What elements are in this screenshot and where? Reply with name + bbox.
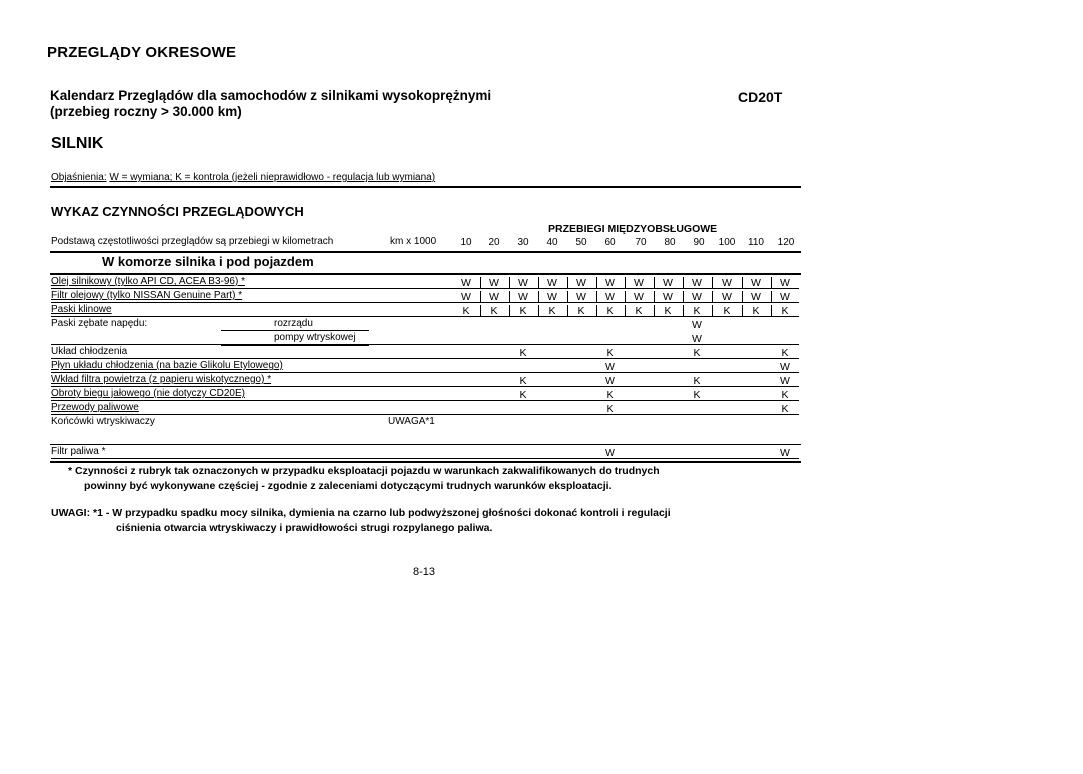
service-mark: W — [489, 277, 499, 289]
mileage-column-header: 80 — [664, 237, 676, 248]
cell-separator — [480, 305, 481, 317]
footnote-line-2: powinny być wykonywane częściej - zgodnie z zaleceniami dotyczącymi trudnych warunków eksploatacji. — [84, 480, 612, 492]
cell-separator — [771, 277, 772, 289]
mileage-column-header: 70 — [635, 237, 647, 248]
service-mark: K — [781, 305, 789, 317]
table-row — [51, 347, 799, 359]
cell-separator — [538, 305, 539, 317]
cell-separator — [509, 305, 510, 317]
model-code: CD20T — [738, 89, 783, 105]
service-mark: W — [605, 361, 615, 373]
service-mark: W — [547, 277, 557, 289]
page-title: PRZEGLĄDY OKRESOWE — [47, 44, 237, 61]
cell-separator — [509, 291, 510, 303]
service-mark: K — [781, 403, 789, 415]
service-mark: K — [664, 305, 672, 317]
service-mark: W — [780, 291, 790, 303]
divider — [50, 251, 801, 253]
section-heading: SILNIK — [51, 135, 104, 152]
service-mark: W — [576, 277, 586, 289]
cell-separator — [742, 305, 743, 317]
table-row — [51, 333, 799, 345]
service-mark: W — [634, 291, 644, 303]
table-row — [51, 277, 799, 289]
row-label: Wkład filtra powietrza (z papieru wiskotycznego) * — [51, 374, 272, 385]
cell-separator — [771, 291, 772, 303]
mileage-column-header: 120 — [777, 237, 795, 248]
service-mark: K — [752, 305, 760, 317]
legend — [51, 172, 435, 183]
cell-separator — [480, 291, 481, 303]
row-sublabel: rozrządu — [274, 318, 313, 329]
mileage-column-header: 40 — [546, 237, 558, 248]
service-mark: W — [634, 277, 644, 289]
service-mark: K — [606, 347, 614, 359]
cell-separator — [567, 305, 568, 317]
service-mark: W — [751, 277, 761, 289]
row-label: Filtr olejowy (tylko NISSAN Genuine Part) * — [51, 290, 243, 301]
row-label: Układ chłodzenia — [51, 346, 128, 357]
subtitle-line-1: Kalendarz Przeglądów dla samochodów z silnikami wysokoprężnymi — [50, 88, 492, 103]
mileage-column-header: 100 — [718, 237, 736, 248]
service-mark: K — [519, 347, 527, 359]
service-mark: W — [605, 447, 615, 459]
mileage-title: PRZEBIEGI MIĘDZYOBSŁUGOWE — [548, 223, 718, 235]
cell-separator — [771, 305, 772, 317]
cell-separator — [683, 291, 684, 303]
service-mark: K — [519, 389, 527, 401]
table-row — [51, 291, 799, 303]
cell-separator — [742, 277, 743, 289]
table-row — [51, 389, 799, 401]
cell-separator — [625, 291, 626, 303]
cell-separator — [596, 291, 597, 303]
service-mark: W — [489, 291, 499, 303]
service-mark: W — [518, 277, 528, 289]
service-mark: K — [693, 305, 701, 317]
subtitle-line-2: (przebieg roczny > 30.000 km) — [50, 104, 242, 119]
cell-separator — [712, 305, 713, 317]
row-label: Płyn układu chłodzenia (na bazie Glikolu Etylowego) — [51, 360, 283, 371]
service-mark: W — [663, 277, 673, 289]
unit-label: km x 1000 — [390, 236, 437, 247]
service-mark: W — [461, 277, 471, 289]
service-mark: W — [692, 277, 702, 289]
service-mark: K — [781, 389, 789, 401]
divider — [50, 444, 801, 445]
row-label: Paski klinowe — [51, 304, 112, 315]
table-row — [51, 361, 799, 373]
cell-separator — [509, 277, 510, 289]
service-mark: W — [461, 291, 471, 303]
cell-separator — [742, 291, 743, 303]
table-row — [51, 319, 799, 330]
service-mark: K — [577, 305, 585, 317]
row-label: Przewody paliwowe — [51, 402, 139, 413]
row-label: Paski zębate napędu: — [51, 318, 148, 329]
service-mark: W — [751, 291, 761, 303]
service-mark: K — [635, 305, 643, 317]
service-mark: W — [692, 291, 702, 303]
sublabel-underline — [221, 330, 369, 331]
service-mark: W — [722, 291, 732, 303]
service-mark: W — [663, 291, 673, 303]
divider — [50, 186, 801, 188]
table-row — [51, 375, 799, 387]
service-mark: W — [692, 319, 702, 331]
cell-separator — [567, 291, 568, 303]
service-mark: W — [692, 333, 702, 345]
row-label: Końcówki wtryskiwaczy — [51, 416, 155, 427]
service-mark: W — [605, 277, 615, 289]
basis-label: Podstawą częstotliwości przeglądów są przebiegi w kilometrach — [51, 236, 334, 247]
service-mark: K — [462, 305, 470, 317]
cell-separator — [625, 277, 626, 289]
cell-separator — [625, 305, 626, 317]
service-mark: K — [519, 375, 527, 387]
mileage-column-header: 50 — [575, 237, 587, 248]
divider — [50, 273, 801, 275]
row-label: Obroty biegu jałowego (nie dotyczy CD20E) — [51, 388, 245, 399]
cell-separator — [596, 277, 597, 289]
service-mark: K — [781, 347, 789, 359]
cell-separator — [683, 305, 684, 317]
footnote — [68, 464, 660, 494]
service-mark: K — [606, 305, 614, 317]
mileage-column-header: 10 — [460, 237, 472, 248]
divider — [50, 461, 801, 463]
legend-text: W = wymiana; K = kontrola (jeżeli nieprawidłowo - regulacja lub wymiana) — [109, 172, 436, 183]
cell-separator — [538, 277, 539, 289]
sublabel-underline — [221, 345, 369, 346]
footnote-line-1: * Czynności z rubryk tak oznaczonych w przypadku eksploatacji pojazdu w warunkach zakwalifikowanych do trudnych — [68, 465, 660, 477]
cell-separator — [567, 277, 568, 289]
cell-separator — [654, 291, 655, 303]
service-mark: W — [547, 291, 557, 303]
row-label: Olej silnikowy (tylko API CD, ACEA B3-96) * — [51, 276, 245, 287]
service-mark: K — [693, 389, 701, 401]
service-mark: K — [548, 305, 556, 317]
service-mark: W — [780, 277, 790, 289]
service-mark: W — [605, 375, 615, 387]
cell-separator — [712, 291, 713, 303]
mileage-column-header: 90 — [693, 237, 705, 248]
table-row — [51, 417, 799, 428]
table-row — [51, 403, 799, 415]
service-mark: W — [780, 375, 790, 387]
service-mark: K — [490, 305, 498, 317]
service-mark: K — [693, 347, 701, 359]
row-note: UWAGA*1 — [388, 416, 435, 427]
service-mark: W — [605, 291, 615, 303]
cell-separator — [683, 277, 684, 289]
service-mark: W — [780, 361, 790, 373]
remarks-line-2: ciśnienia otwarcia wtryskiwaczy i prawidłowości strugi rozpylanego paliwa. — [116, 522, 493, 534]
cell-separator — [596, 305, 597, 317]
table-row — [51, 447, 799, 459]
cell-separator — [538, 291, 539, 303]
mileage-column-header: 30 — [517, 237, 529, 248]
service-mark: W — [576, 291, 586, 303]
service-mark: K — [606, 403, 614, 415]
cell-separator — [712, 277, 713, 289]
schedule-subtitle — [50, 88, 491, 120]
service-mark: K — [723, 305, 731, 317]
remarks-line-1: UWAGI: *1 - W przypadku spadku mocy silnika, dymienia na czarno lub podwyższonej głośności dokonać kontroli i regulacji — [51, 507, 671, 519]
remarks — [51, 506, 671, 536]
service-mark: K — [606, 389, 614, 401]
cell-separator — [654, 305, 655, 317]
cell-separator — [480, 277, 481, 289]
cell-separator — [654, 277, 655, 289]
mileage-column-header: 60 — [604, 237, 616, 248]
table-row — [51, 305, 799, 317]
service-mark: W — [518, 291, 528, 303]
service-mark: K — [519, 305, 527, 317]
legend-prefix: Objaśnienia: — [51, 172, 107, 183]
page-number: 8-13 — [413, 566, 436, 578]
row-label: Filtr paliwa * — [51, 446, 106, 457]
mileage-column-header: 110 — [748, 237, 764, 248]
service-mark: K — [693, 375, 701, 387]
mileage-column-header: 20 — [488, 237, 500, 248]
service-mark: W — [722, 277, 732, 289]
table-section-title: W komorze silnika i pod pojazdem — [102, 254, 314, 269]
row-sublabel: pompy wtryskowej — [274, 332, 356, 343]
service-mark: W — [780, 447, 790, 459]
table-heading: WYKAZ CZYNNOŚCI PRZEGLĄDOWYCH — [51, 204, 304, 219]
